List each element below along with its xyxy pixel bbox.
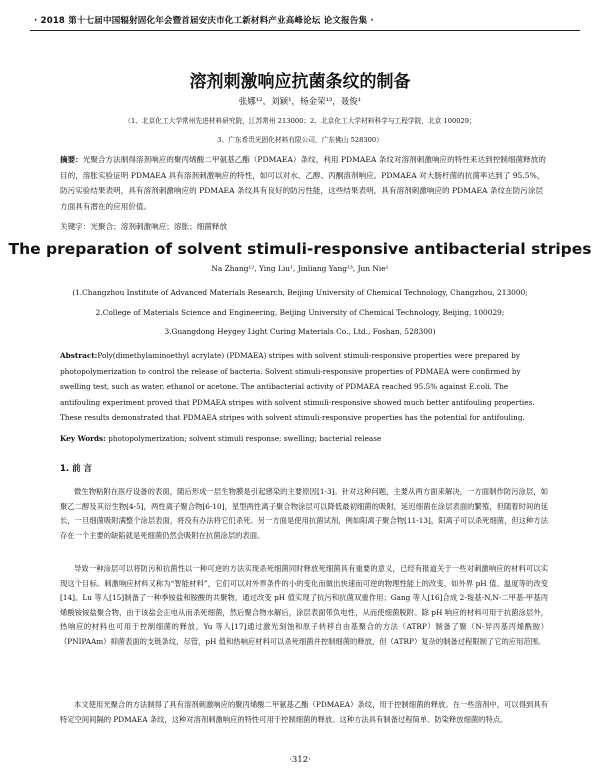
chinese-abstract: [60, 152, 548, 214]
chinese-title: 溶剂刺激响应抗菌条纹的制备: [189, 72, 411, 92]
english-authors: Na Zhang¹², Ying Liu¹, Jinliang Yang¹³, Jun Nie¹: [211, 264, 389, 273]
chinese-affiliation-1: （1、北京化工大学常州先进材料研究院，江苏常州 213000；2、北京化工大学材料科学与工程学院，北京 100029；: [124, 117, 476, 125]
paragraph-1: 微生物粘附在医疗设备的表面，随后形成一层生物膜是引起感染的主要原因[1-3]。针对这种问题，主要从两方面来解决，一方面制作防污涂层，如聚乙二醇及其衍生物[4-5]，两性离子聚合物[6-10]，星型两性离子聚合物涂层可以降低最初细菌的吸附，延迟细菌在涂层表面的繁殖，但随着时间的延长，一旦细菌吸附满整个涂层表面，将没有办法将它们杀死。另一方面是使用抗菌试剂，例如阳离子聚合物[11-13]，阳离子可以杀死细菌，但这种方法存在一个主要的缺陷就是死细菌仍然会吸附在抗菌涂层的表面。: [60, 487, 548, 540]
chinese-abstract-text: 光聚合方法制得溶剂响应的聚丙烯酸二甲氨基乙酯（PDMAEA）条纹，利用 PDMAEA 条纹对溶剂刺激响应的特性来达到控制细菌释放的目的，溶胀实验证明 PDMAEA 具有溶剂刺激响应的特性，如可以对水、乙醇、丙酮溶剂响应。PDMAEA 对大肠杆菌的抗菌率达到了 95.5%，防污实验结果表明，具有溶剂刺激响应的 PDMAEA 条纹具有良好的防污性能，这些结果表明，具有溶剂刺激响应的 PDMAEA 条纹在防污涂层方面具有潜在的应用价值。: [60, 155, 546, 211]
chinese-authors: 张娜¹²，刘颖¹，杨金荣¹³，聂俊¹: [238, 97, 362, 107]
english-abstract: [60, 348, 548, 426]
english-keywords-label: Key Words:: [60, 434, 106, 443]
english-affiliation-2: 2.College of Materials Science and Engineering, Beijing University of Chemical Technology, Beijing, 100029;: [95, 308, 505, 317]
english-abstract-text: Poly(dimethylaminoethyl acrylate) (PDMAEA) stripes with solvent stimuli-responsive properties were prepared by photopolymerization to control the release of bacteria. Solvent stimuli-responsive properties of PDMAEA were confirmed by swelling test, such as water, ethanol or acetone. The antibacterial activity of PDMAEA reached 95.5% against E.coli. The antifouling experiment proved that PDMAEA stripes with solvent stimuli-responsive showed much better antifouling properties. These results demonstrated that PDMAEA stripes with solvent stimuli-responsive properties has the potential for antifouling.: [60, 351, 535, 423]
english-abstract-label: Abstract:: [60, 351, 98, 360]
english-keywords-text: photopolymerization; solvent stimuli response; swelling; bacterial release: [108, 434, 382, 443]
english-affiliation-1: (1.Changzhou Institute of Advanced Materials Research, Beijing University of Chemical Technology, Changzhou, 213000;: [72, 288, 528, 297]
header-rule: [30, 30, 580, 31]
chinese-affiliation-2: 3、广东希贵光固化材料有限公司，广东佛山 528300）: [217, 136, 383, 144]
english-title: The preparation of solvent stimuli-responsive antibacterial stripes: [8, 240, 592, 258]
section-heading-introduction: 1. 前 言: [60, 464, 93, 474]
running-header: · 2018 第十七届中国辐射固化年会暨首届安庆市化工新材料产业高峰论坛 论文报告集 ·: [34, 16, 374, 26]
chinese-keywords: 关键字：光聚合；溶剂刺激响应；溶胀；细菌释放: [60, 222, 228, 231]
english-affiliation-3: 3.Guangdong Heygey Light Curing Materials Co., Ltd., Foshan, 528300): [164, 327, 436, 336]
paragraph-2: 导致一种涂层可以将防污和抗菌性以一种可逆的方法实现杀死细菌同时释放死细菌具有重要的意义，已经有报道关于一些对刺激响应的材料可以实现这个目标。刺激响应材料又称为“智能材料”，它们可以对外界条件的小的变化而做出快速而可逆的物理性能上的改变，如外界 pH 值、温度等的改变[14]。Lu 等人[15]制备了一种季铵盐和胺酸的共聚物，通过改变 pH 值实现了抗污和抗菌双重作用；Gang 等人[16]合成 2-羧基-N,N-二甲基-甲基丙烯酸铵铵盐聚合物，由于该盐会正电从而杀死细菌，然后聚合物水解后，涂层表面带负电性，从而使细菌脱附。除 pH 响应的材料可用于抗菌涂层外，热响应的材料也可用于控制细菌的释放。Yu 等人[17]通过激光刻蚀和原子转移自由基聚合的方法（ATRP）制备了聚（N-异丙基丙烯酰胺）（PNIPAAm）抑菌表面的支链条纹，尽管，pH 值和热响应材料可以杀死细菌并控制细菌的释放，但（ATRP）复杂的制备过程限制了它的应用范围。: [60, 564, 548, 646]
english-keywords: [60, 434, 548, 443]
paragraph-3: 本文使用光聚合的方法制得了具有溶剂刺激响应的聚丙烯酸二甲氨基乙酯（PDMAEA）条纹，用于控制细菌的释放。在一些溶剂中，可以得到具有特定空间间隔的 PDMAEA 条纹，这种对溶剂刺激响应的特性可用于控制细菌的释放。这种方法具有制备过程简单、防染释放细菌的特点。: [60, 700, 548, 724]
page-number: ·312·: [289, 755, 311, 765]
chinese-abstract-label: 摘要：: [60, 155, 83, 164]
